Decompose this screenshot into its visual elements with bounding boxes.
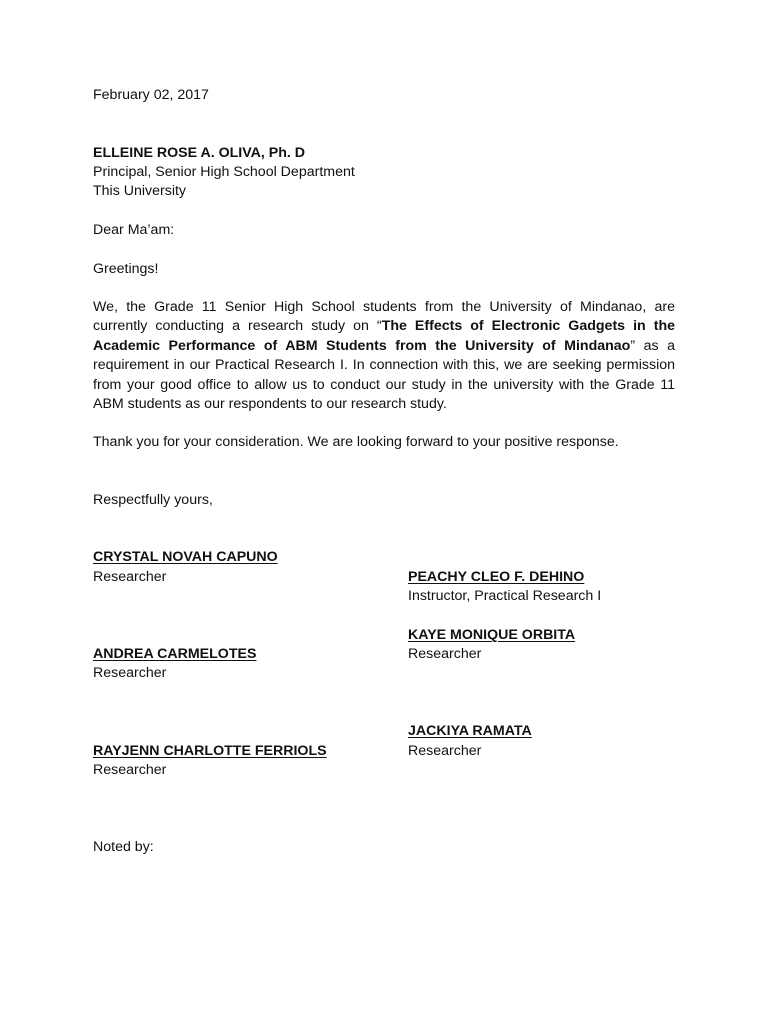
recipient-position: Principal, Senior High School Department (93, 164, 355, 180)
signatory-name: KAYE MONIQUE ORBITA (408, 627, 576, 643)
body-paragraph-1 (93, 298, 675, 414)
letter-date: February 02, 2017 (93, 87, 209, 103)
body-p1-before: We, the Grade 11 Senior High School students from the University of Mindanao, are currently conducting a research study on “ (93, 299, 675, 335)
recipient-institution: This University (93, 183, 187, 199)
signatory-role: Researcher (93, 569, 167, 585)
body-p1-after: ” as a requirement in our Practical Research I. In connection with this, we are seeking permission from your good office to allow us to conduct our study in the university with the Grade 11 ABM students as our respondents to our research study. (93, 337, 676, 413)
recipient-name: ELLEINE ROSE A. OLIVA, Ph. D (93, 145, 306, 161)
signatory-name: RAYJENN CHARLOTTE FERRIOLS (93, 743, 327, 759)
closing: Respectfully yours, (93, 492, 213, 508)
signatory-role: Researcher (408, 646, 482, 662)
signatory-name: ANDREA CARMELOTES (93, 646, 257, 662)
body-paragraph-2: Thank you for your consideration. We are looking forward to your positive response. (93, 434, 619, 450)
greeting: Greetings! (93, 261, 159, 277)
signatory-role: Instructor, Practical Research I (408, 588, 602, 604)
signatory-name: JACKIYA RAMATA (408, 723, 532, 739)
signatory-name: CRYSTAL NOVAH CAPUNO (93, 549, 278, 565)
noted-by-label: Noted by: (93, 839, 154, 855)
signatory-role: Researcher (408, 743, 482, 759)
research-title: The Effects of Electronic Gadgets in the Academic Performance of ABM Students from the University of Mindanao (93, 318, 676, 354)
signatory-role: Researcher (93, 762, 167, 778)
signatory-name: PEACHY CLEO F. DEHINO (408, 569, 585, 585)
salutation: Dear Ma’am: (93, 222, 175, 238)
signatory-role: Researcher (93, 665, 167, 681)
